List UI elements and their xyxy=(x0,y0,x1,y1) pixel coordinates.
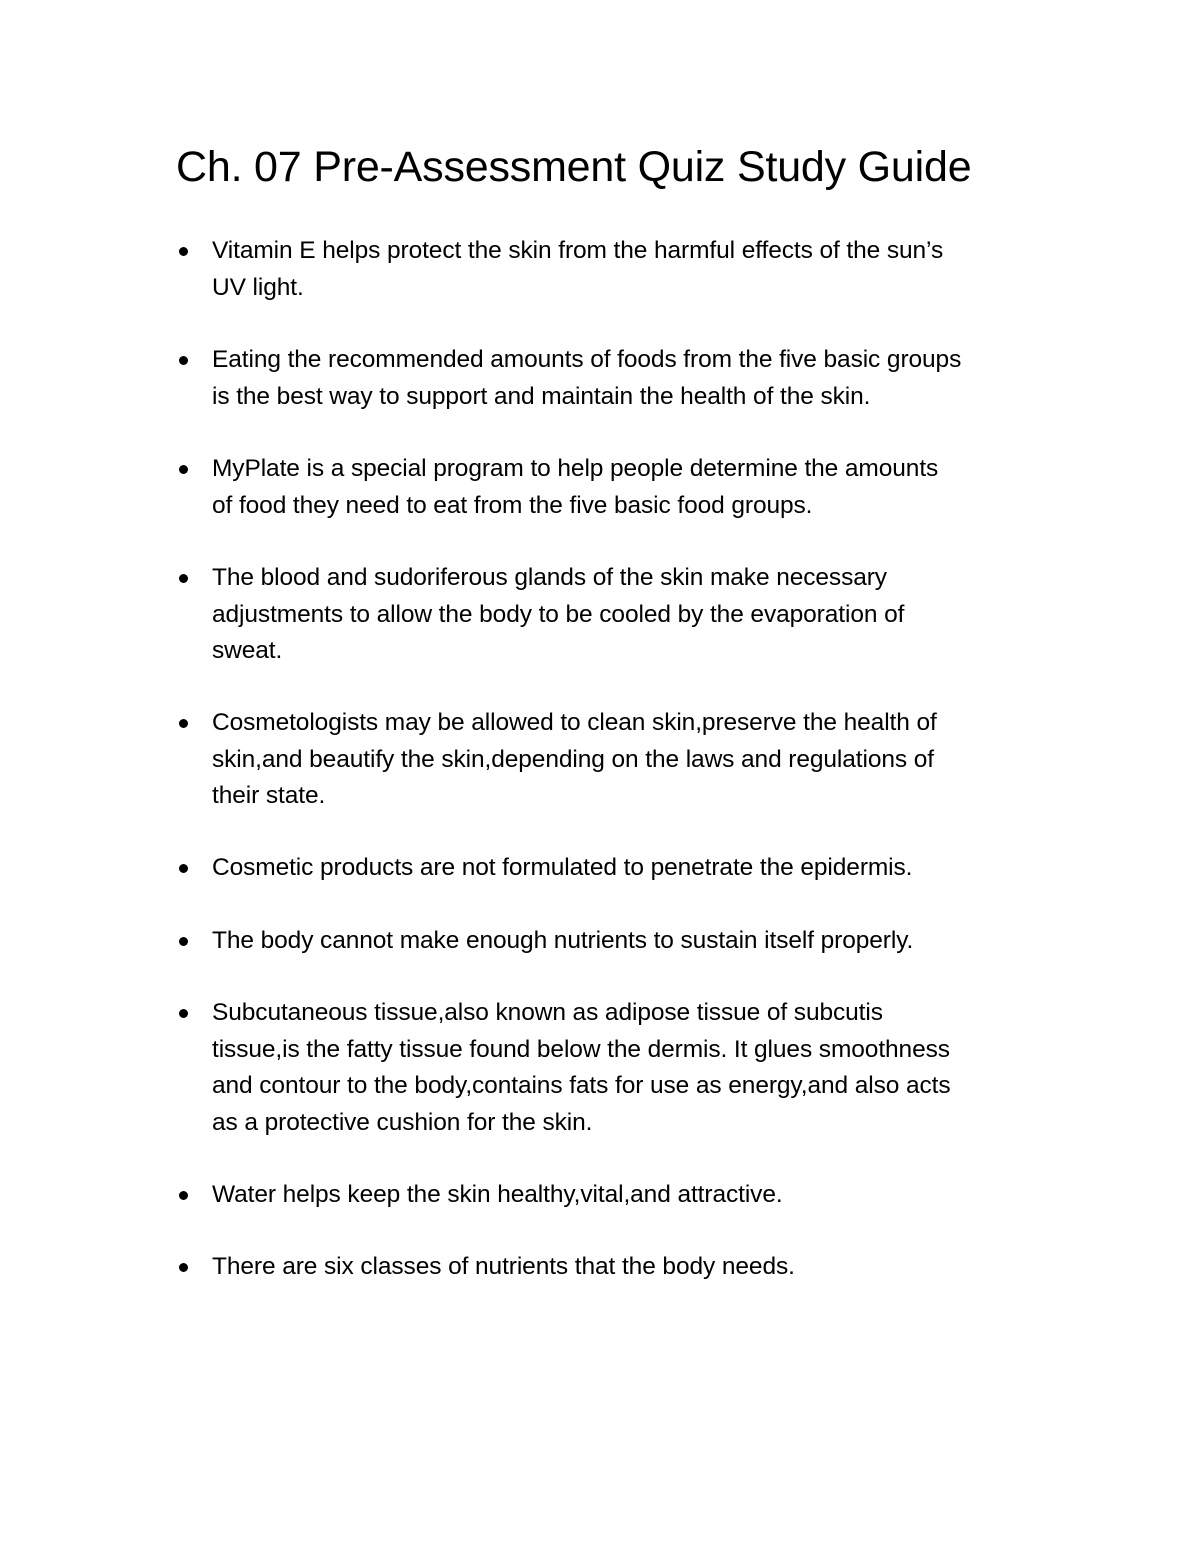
bullet-dot-icon xyxy=(179,937,188,946)
list-item xyxy=(212,342,1072,415)
bullet-text: Eating the recommended amounts of foods from the five basic groups is the best way to support and maintain the health of the skin. xyxy=(212,346,962,410)
bullet-dot-icon xyxy=(179,465,188,474)
bullet-dot-icon xyxy=(179,574,188,583)
list-item xyxy=(212,850,1072,887)
bullet-text: There are six classes of nutrients that the body needs. xyxy=(212,1253,795,1280)
list-item xyxy=(212,1177,1072,1214)
bullet-dot-icon xyxy=(179,1009,188,1018)
bullet-dot-icon xyxy=(179,356,188,365)
bullet-dot-icon xyxy=(179,247,188,256)
list-item xyxy=(212,995,1072,1141)
list-item xyxy=(212,705,1072,815)
bullet-dot-icon xyxy=(179,864,188,873)
list-item xyxy=(212,1249,1072,1286)
bullet-dot-icon xyxy=(179,1263,188,1272)
bullet-text: Vitamin E helps protect the skin from the harmful effects of the sun’s UV light. xyxy=(212,237,944,301)
list-item xyxy=(212,233,1072,306)
bullet-text: The blood and sudoriferous glands of the skin make necessary adjustments to allow the body to be cooled by the evaporation of sweat. xyxy=(212,564,905,664)
list-item xyxy=(212,560,1072,670)
bullet-text: Cosmetologists may be allowed to clean skin,preserve the health of skin,and beautify the skin,depending on the laws and regulations of their state. xyxy=(212,709,937,809)
bullet-dot-icon xyxy=(179,1191,188,1200)
bullet-text: Subcutaneous tissue,also known as adipose tissue of subcutis tissue,is the fatty tissue found below the dermis. It glues smoothness and contour to the body,contains fats for use as energy,and also acts as a protective cushion for the skin. xyxy=(212,999,951,1136)
bullet-text: The body cannot make enough nutrients to sustain itself properly. xyxy=(212,927,914,954)
bullet-text: MyPlate is a special program to help people determine the amounts of food they need to eat from the five basic food groups. xyxy=(212,455,939,519)
list-item xyxy=(212,923,1072,960)
bullet-text: Cosmetic products are not formulated to penetrate the epidermis. xyxy=(212,854,913,881)
list-item xyxy=(212,451,1072,524)
page-title: Ch. 07 Pre-Assessment Quiz Study Guide xyxy=(176,143,972,191)
bullet-dot-icon xyxy=(179,719,188,728)
bullet-text: Water helps keep the skin healthy,vital,and attractive. xyxy=(212,1181,783,1208)
